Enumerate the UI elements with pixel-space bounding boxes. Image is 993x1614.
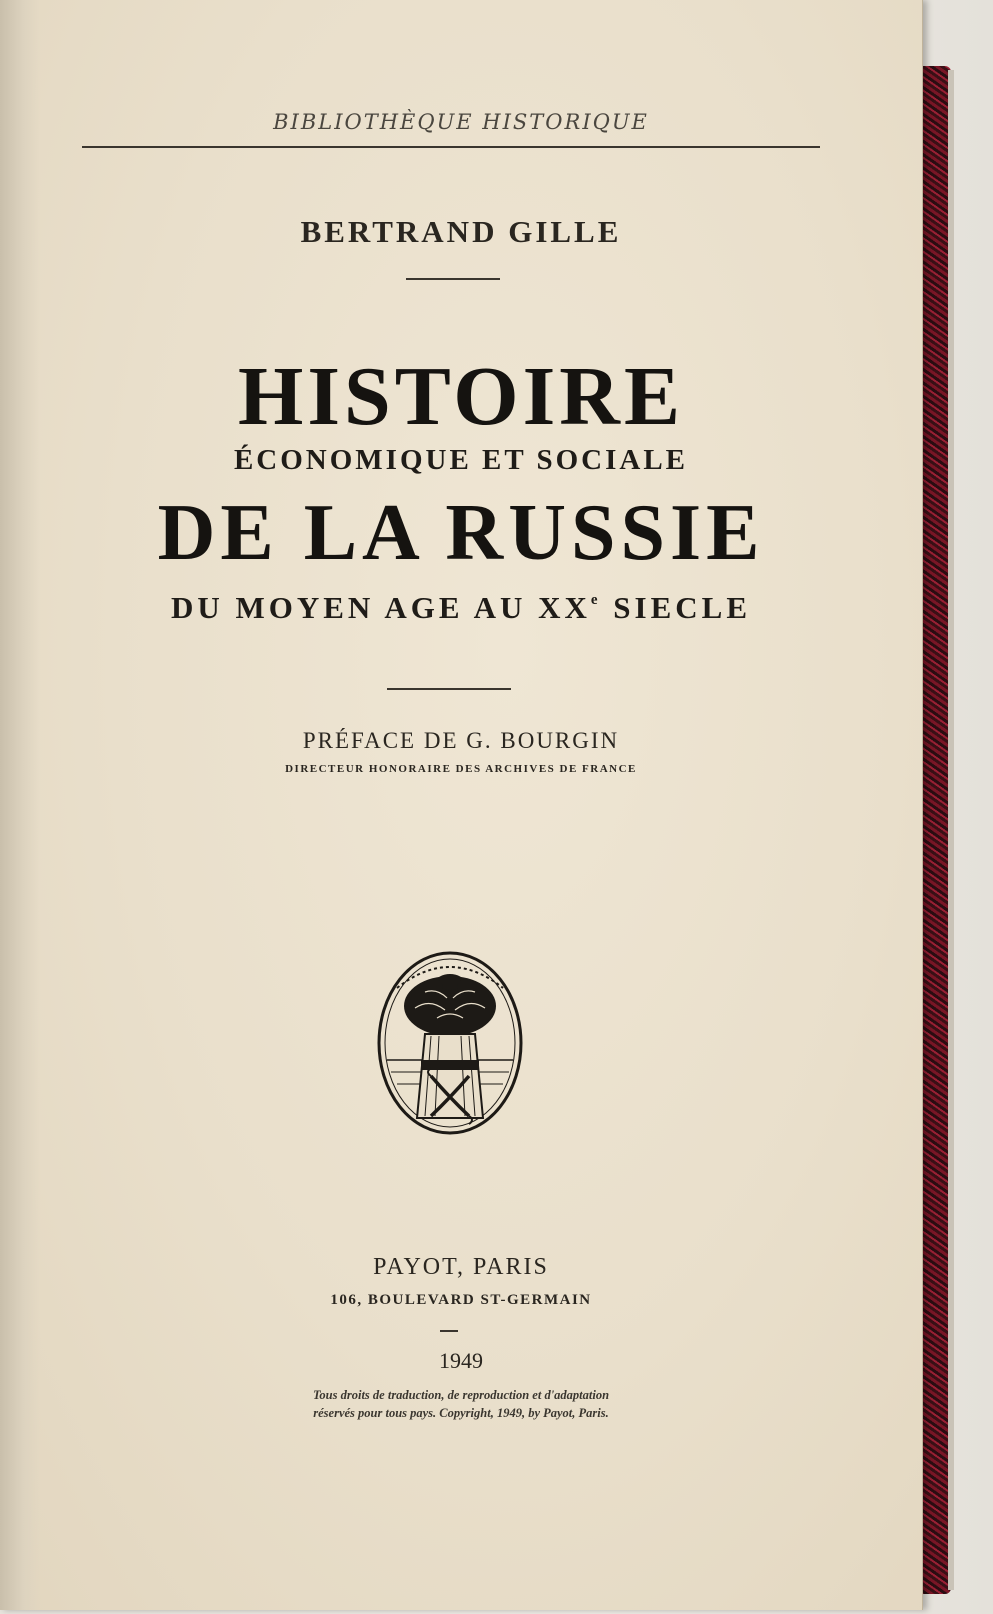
title-period-end: SIECLE [601, 590, 752, 625]
title-line-4 [0, 590, 922, 626]
title-period-main: DU MOYEN AGE AU XX [170, 590, 591, 625]
cover-edge [948, 70, 954, 1590]
author-name: BERTRAND GILLE [300, 214, 622, 249]
title-line-3: DE LA RUSSIE [157, 489, 765, 577]
author-rule [406, 278, 500, 280]
rights-line-1: Tous droits de traduction, de reproduction et d'adaptation [312, 1388, 610, 1402]
title-line-2: ÉCONOMIQUE ET SOCIALE [233, 444, 689, 476]
rights-line-2: réservés pour tous pays. Copyright, 1949, by Payot, Paris. [313, 1406, 609, 1420]
title-line-1: HISTOIRE [238, 350, 684, 443]
title-rule [387, 688, 511, 690]
publisher-address: 106, BOULEVARD ST-GERMAIN [330, 1292, 592, 1308]
address-rule [440, 1330, 458, 1332]
series-name: BIBLIOTHÈQUE HISTORIQUE [273, 110, 649, 134]
wheat-sheaf-emblem-icon [375, 948, 525, 1138]
publisher-name: PAYOT, PARIS [373, 1254, 549, 1280]
title-period-superscript: e [590, 592, 602, 608]
series-rule [82, 146, 820, 148]
preface-role: DIRECTEUR HONORAIRE DES ARCHIVES DE FRANCE [285, 763, 637, 775]
preface-line: PRÉFACE DE G. BOURGIN [302, 728, 620, 753]
publication-year: 1949 [439, 1348, 483, 1373]
